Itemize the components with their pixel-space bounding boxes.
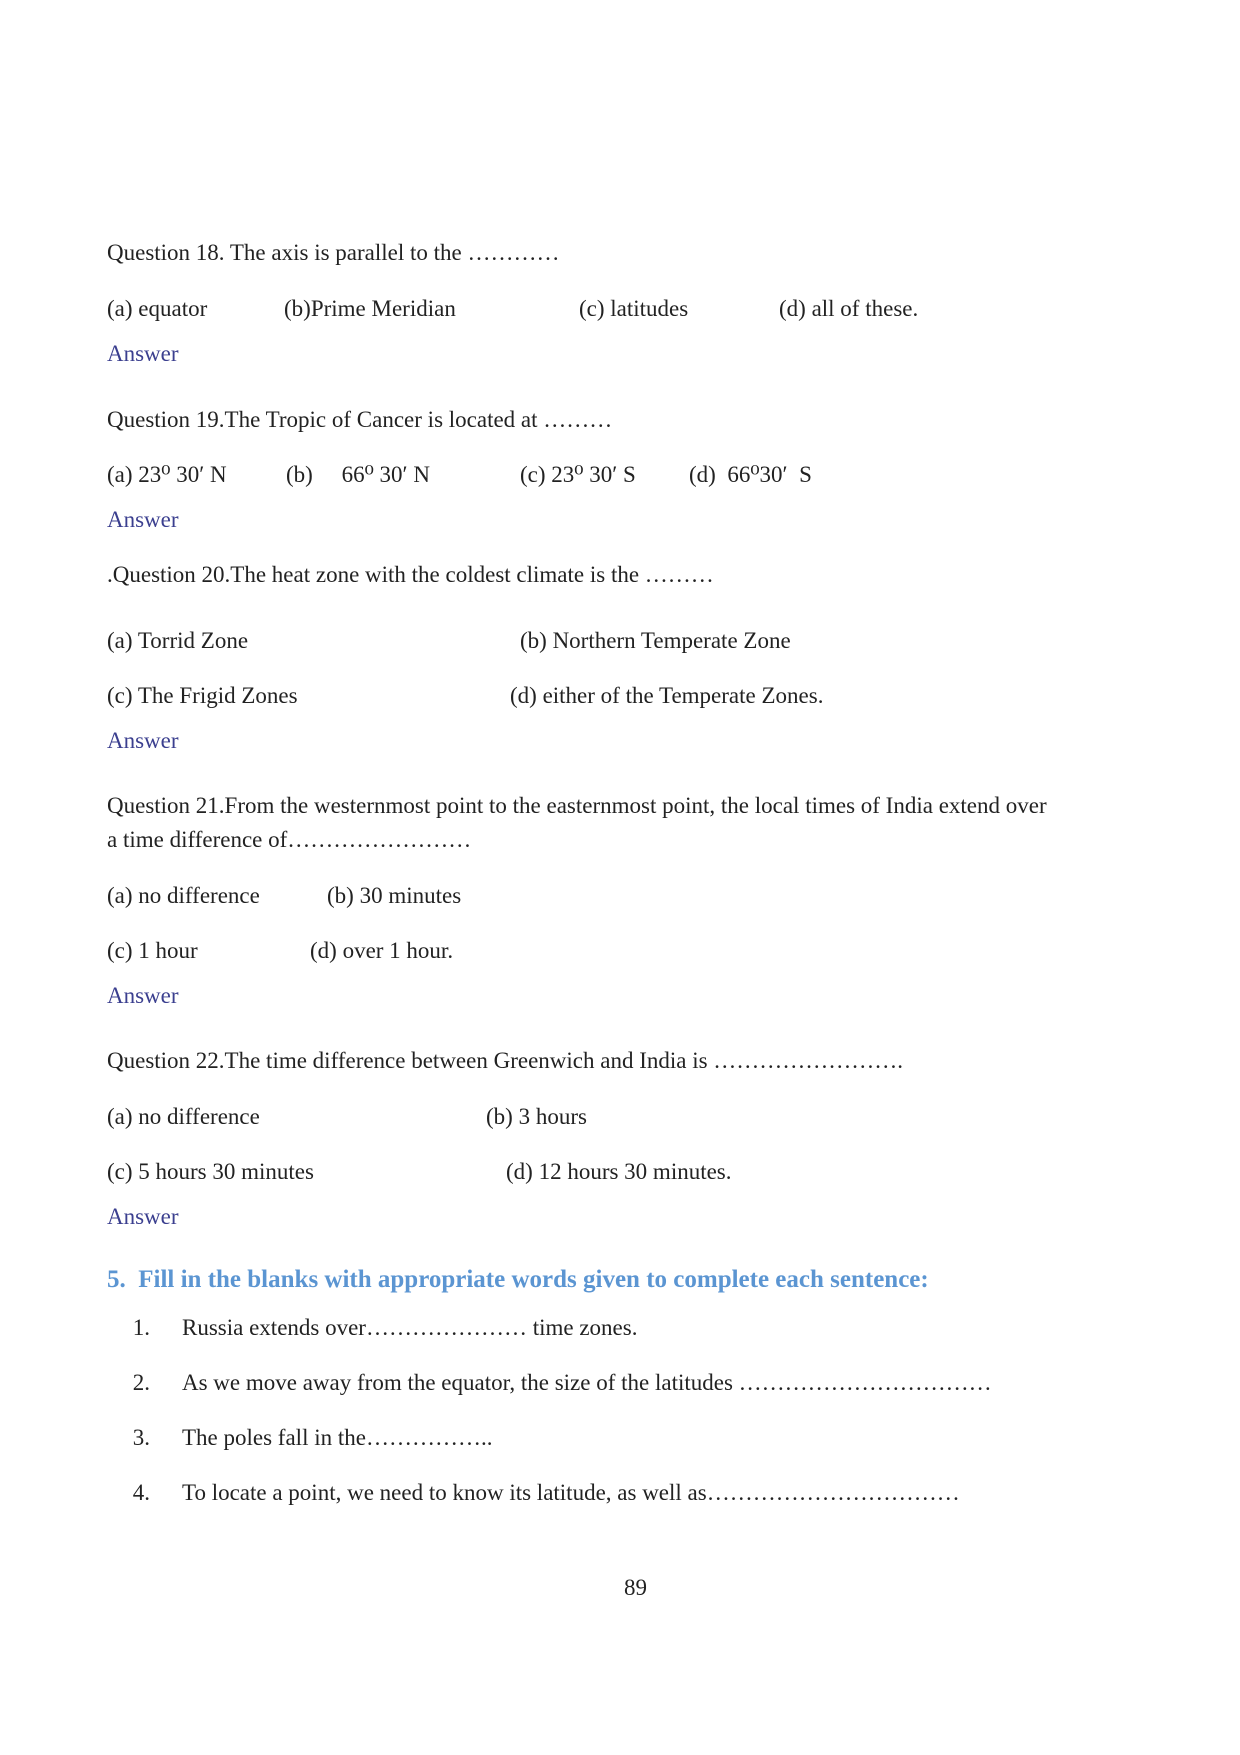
question-18-text: Question 18. The axis is parallel to the ………… <box>107 240 560 265</box>
question-19-option-a: (a) 23⁰ 30′ N <box>107 462 227 487</box>
fill-blank-item-2: As we move away from the equator, the size of the latitudes …………………………… <box>182 1370 992 1395</box>
fill-blank-number-3: 3. <box>132 1425 150 1450</box>
section-heading: 5. Fill in the blanks with appropriate words given to complete each sentence: <box>107 1266 929 1293</box>
question-18-option-d: (d) all of these. <box>779 296 919 321</box>
question-21-answer-link[interactable]: Answer <box>107 983 179 1008</box>
page-number: 89 <box>624 1575 647 1600</box>
question-20-option-a: (a) Torrid Zone <box>107 628 249 653</box>
question-20-answer-link[interactable]: Answer <box>107 728 179 753</box>
question-20-option-c: (c) The Frigid Zones <box>107 683 298 708</box>
question-22-answer-link[interactable]: Answer <box>107 1204 179 1229</box>
question-20-text: .Question 20.The heat zone with the coldest climate is the ……… <box>107 562 714 587</box>
question-21-option-c: (c) 1 hour <box>107 938 198 963</box>
question-22-option-c: (c) 5 hours 30 minutes <box>107 1159 314 1184</box>
fill-blank-item-1: Russia extends over………………… time zones. <box>182 1315 638 1340</box>
question-21-text-line-1: Question 21.From the westernmost point to the easternmost point, the local times of India extend over <box>107 793 1047 818</box>
question-18-answer-link[interactable]: Answer <box>107 341 179 366</box>
question-19-option-c: (c) 23⁰ 30′ S <box>520 462 636 487</box>
question-22-option-b: (b) 3 hours <box>486 1104 587 1129</box>
question-19-answer-link[interactable]: Answer <box>107 507 179 532</box>
fill-blank-item-3: The poles fall in the…………….. <box>182 1425 493 1450</box>
question-22-option-d: (d) 12 hours 30 minutes. <box>506 1159 732 1184</box>
fill-blank-item-4: To locate a point, we need to know its latitude, as well as…………………………… <box>182 1480 960 1505</box>
question-21-option-a: (a) no difference <box>107 883 260 908</box>
question-20-option-b: (b) Northern Temperate Zone <box>520 628 791 653</box>
question-22-text: Question 22.The time difference between Greenwich and India is ……………………. <box>107 1048 904 1073</box>
fill-blank-number-1: 1. <box>132 1315 150 1340</box>
fill-blank-number-4: 4. <box>132 1480 150 1505</box>
question-21-option-b: (b) 30 minutes <box>327 883 462 908</box>
question-18-option-b: (b)Prime Meridian <box>284 296 456 321</box>
question-22-option-a: (a) no difference <box>107 1104 260 1129</box>
question-18-option-a: (a) equator <box>107 296 208 321</box>
question-19-option-d: (d) 66⁰30′ S <box>689 462 812 487</box>
question-19-text: Question 19.The Tropic of Cancer is located at ……… <box>107 407 613 432</box>
fill-blank-number-2: 2. <box>132 1370 150 1395</box>
question-19-option-b: (b) 66⁰ 30′ N <box>286 462 430 487</box>
question-20-option-d: (d) either of the Temperate Zones. <box>510 683 824 708</box>
question-21-text-line-2: a time difference of…………………… <box>107 827 472 852</box>
question-21-option-d: (d) over 1 hour. <box>310 938 454 963</box>
question-18-option-c: (c) latitudes <box>579 296 689 321</box>
